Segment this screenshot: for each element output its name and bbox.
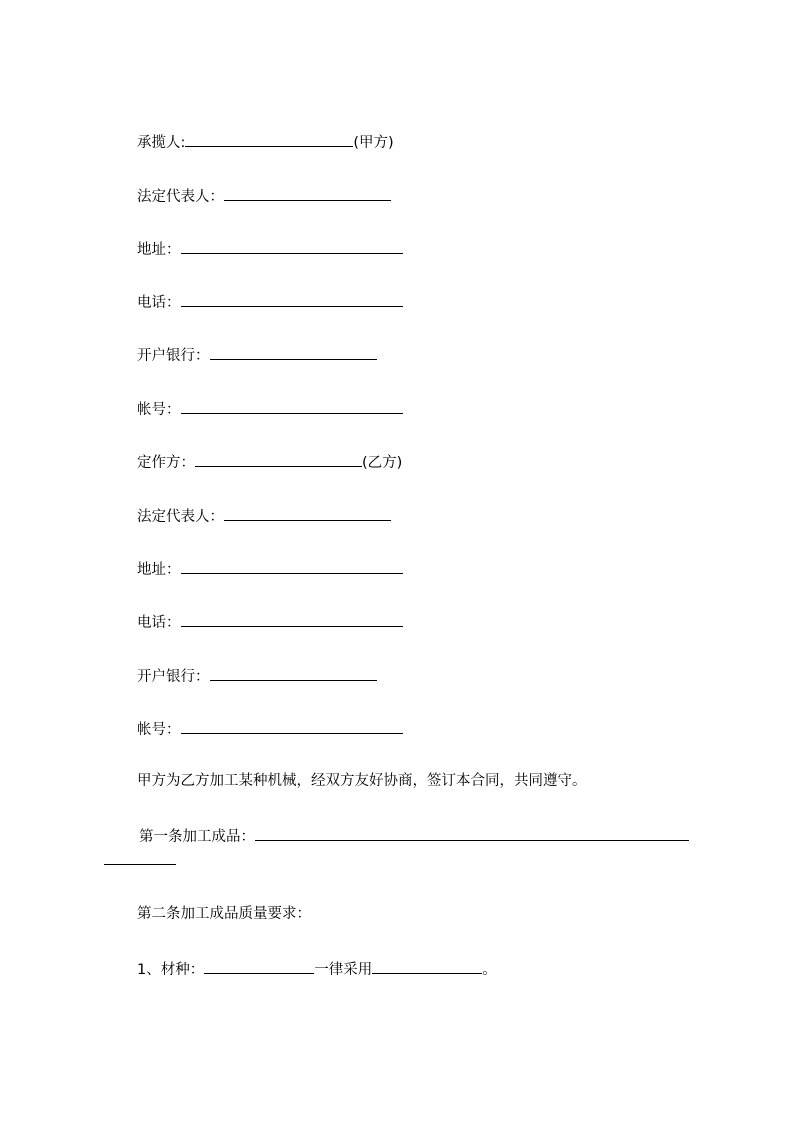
address-label: 地址： <box>137 562 181 578</box>
party-a-phone-line <box>137 291 403 311</box>
party-b-bank-line <box>137 665 377 685</box>
article-1-blank-continued[interactable] <box>104 849 176 865</box>
intro-paragraph <box>137 771 587 791</box>
phone-label: 电话： <box>137 295 181 311</box>
material-type-blank[interactable] <box>204 958 314 974</box>
bank-label: 开户银行： <box>137 348 210 364</box>
item-1-prefix: 1、材种： <box>137 962 205 978</box>
address-blank[interactable] <box>181 558 403 574</box>
address-blank[interactable] <box>181 238 403 254</box>
phone-blank[interactable] <box>181 611 403 627</box>
article-1-label: 第一条加工成品： <box>139 829 255 845</box>
account-blank[interactable] <box>181 398 403 414</box>
account-blank[interactable] <box>181 718 403 734</box>
article-1-blank[interactable] <box>255 825 689 841</box>
party-b-suffix: (乙方) <box>362 455 403 471</box>
party-a-legal-rep-line <box>137 185 391 205</box>
contractor-blank[interactable] <box>185 131 353 147</box>
bank-blank[interactable] <box>210 665 377 681</box>
party-b-account-line <box>137 718 403 738</box>
article-2-heading-line <box>137 904 311 924</box>
account-label: 帐号： <box>137 402 181 418</box>
article-1-continuation <box>104 849 176 869</box>
item-1-middle: 一律采用 <box>314 962 373 978</box>
legal-rep-label: 法定代表人： <box>137 509 224 525</box>
orderer-label: 定作方： <box>137 455 195 471</box>
bank-blank[interactable] <box>210 344 377 360</box>
party-b-phone-line <box>137 611 403 631</box>
article-1-line <box>139 825 689 845</box>
party-a-account-line <box>137 398 403 418</box>
item-1-line <box>137 958 497 978</box>
phone-blank[interactable] <box>181 291 403 307</box>
contractor-label: 承揽人: <box>137 135 186 151</box>
item-1-suffix: 。 <box>482 962 497 978</box>
intro-text: 甲方为乙方加工某种机械，经双方友好协商，签订本合同，共同遵守。 <box>137 773 587 789</box>
contractor-line <box>137 131 394 151</box>
material-used-blank[interactable] <box>372 958 482 974</box>
legal-rep-label: 法定代表人： <box>137 189 224 205</box>
phone-label: 电话： <box>137 615 181 631</box>
party-b-address-line <box>137 558 403 578</box>
legal-rep-blank[interactable] <box>224 505 391 521</box>
article-2-heading: 第二条加工成品质量要求： <box>137 906 311 922</box>
party-a-bank-line <box>137 344 377 364</box>
party-b-legal-rep-line <box>137 505 391 525</box>
account-label: 帐号： <box>137 722 181 738</box>
address-label: 地址： <box>137 242 181 258</box>
orderer-blank[interactable] <box>195 451 362 467</box>
legal-rep-blank[interactable] <box>224 185 391 201</box>
orderer-line <box>137 451 402 471</box>
party-a-address-line <box>137 238 403 258</box>
bank-label: 开户银行： <box>137 669 210 685</box>
party-a-suffix: (甲方) <box>353 135 394 151</box>
